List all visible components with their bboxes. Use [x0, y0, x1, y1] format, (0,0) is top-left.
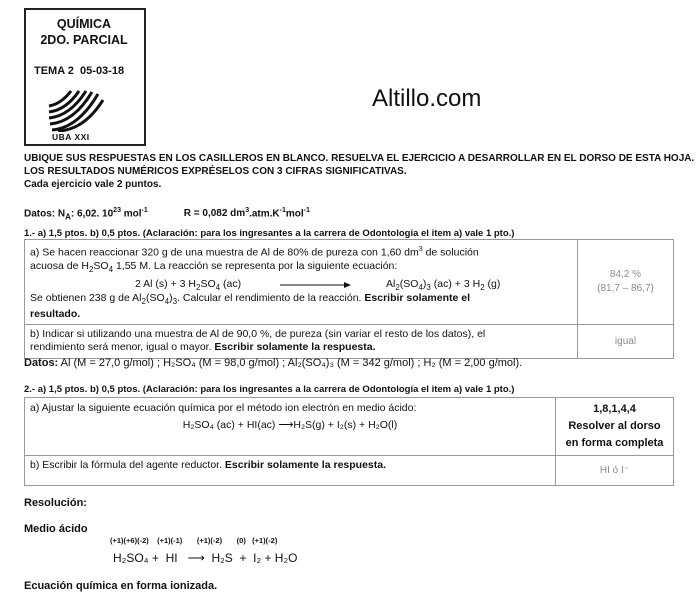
datos-molar-masses: Datos: Al (M = 27,0 g/mol) ; H₂SO₄ (M = 98,0 g/mol) ; Al₂(SO₄)₃ (M = 342 g/mol) ; H₂ (M = 2,00 g/mol). — [24, 357, 523, 369]
q2-b-answer: HI ó I⁻ — [556, 456, 674, 486]
q2-table — [24, 397, 674, 486]
q1-a-statement: a) Se hacen reaccionar 320 g de una muestra de Al de 80% de pureza con 1,60 $dm^3$ de solución acuosa de $H_2SO_4$ 1,55 M. La reacción se representa por la siguiente ecuación: 2 Al (s) + 3 $H_2SO_4$ (ac) $Al_2(SO_4)_3$ (ac) + 3 $H_2$ (g) Se obtienen 238 g de $Al_2(SO_4)_3$. Calcular el rendimiento de la reacción. Escribir solamente el resultado. — [25, 240, 578, 325]
uba-logo-icon — [48, 90, 104, 132]
q2-a-answer: 1,8,1,4,4 Resolver al dorso en forma completa — [556, 398, 674, 456]
instruction-line-2: LOS RESULTADOS NUMÉRICOS EXPRÉSELOS CON 3 CIFRAS SIGNIFICATIVAS. — [24, 166, 407, 177]
subject-title: QUÍMICA — [56, 17, 112, 31]
tema-label: TEMA 2 05-03-18 — [34, 65, 125, 77]
medio-acido-label: Medio ácido — [24, 523, 88, 535]
instruction-line-3: Cada ejercicio vale 2 puntos. — [24, 179, 162, 190]
reaction-arrow-icon — [280, 280, 352, 290]
ionizada-label: Ecuación química en forma ionizada. — [24, 580, 218, 592]
q1-a-answer: 84,2 % (81,7 – 86,7) — [578, 240, 674, 325]
q1-title: 1.- a) 1,5 ptos. b) 0,5 ptos. (Aclaración: para los ingresantes a la carrera de Odontología el item a) vale 1 pto.) — [24, 228, 515, 239]
q1-table — [24, 239, 674, 359]
logo-text: UBA XXI — [52, 132, 90, 142]
resolucion-title: Resolución: — [24, 497, 87, 509]
datos-constants: Datos: $N_A$: 6,02. $10^{23}$ mol$^{-1}$ R = 0,082 $dm^3.atm.K^{-1}mol^{-1}$ — [24, 207, 310, 222]
instruction-line-1: UBIQUE SUS RESPUESTAS EN LOS CASILLEROS EN BLANCO. RESUELVA EL EJERCICIO A DESARROLLAR EN EL DORSO DE ESTA HOJA. — [24, 153, 695, 164]
q2-title: 2.- a) 1,5 ptos. b) 0,5 ptos. (Aclaración: para los ingresantes a la carrera de Odontología el item a) vale 1 pto.) — [24, 384, 515, 395]
exam-title: 2DO. PARCIAL — [40, 33, 128, 47]
q1-b-statement: b) Indicar si utilizando una muestra de Al de 90,0 %, de pureza (sin variar el resto de los datos), el rendimiento será menor, igual o mayor. Escribir solamente la respuesta. — [25, 324, 578, 358]
oxidation-numbers: (+1)(+6)(-2) (+1)(-1) (+1)(-2) (0) (+1)(-2) — [110, 536, 278, 545]
watermark-text: Altillo.com — [372, 85, 482, 112]
q1-b-answer: igual — [578, 324, 674, 358]
q2-b-statement: b) Escribir la fórmula del agente reductor. Escribir solamente la respuesta. — [25, 456, 556, 486]
redox-equation: H₂SO₄ + HI ⟶ H₂S + I₂ + H₂O — [113, 551, 298, 565]
q2-a-statement: a) Ajustar la siguiente ecuación química por el método ion electrón en medio ácido: H₂SO₄ (ac) + HI(ac) ⟶H₂S(g) + I₂(s) + H₂O(l) — [25, 398, 556, 456]
